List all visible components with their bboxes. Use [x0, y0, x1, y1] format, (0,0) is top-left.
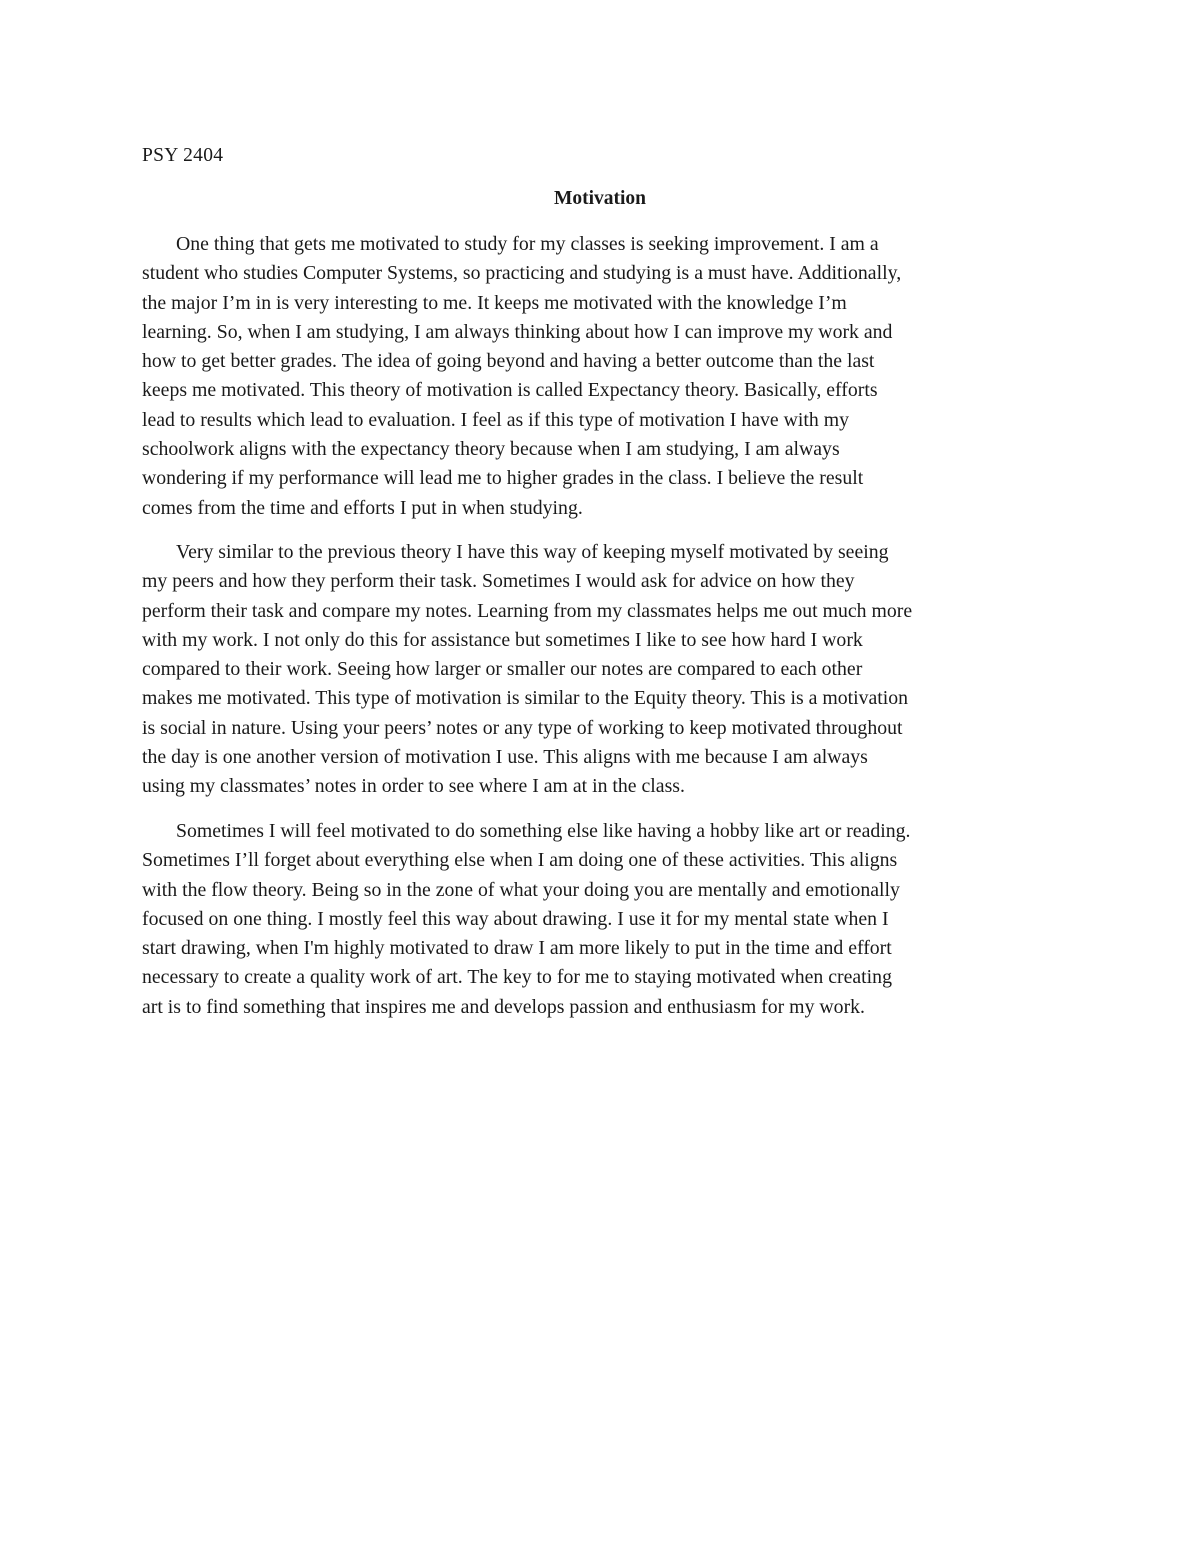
text-line: perform their task and compare my notes. Learning from my classmates helps me out much more: [142, 599, 913, 622]
text-line: comes from the time and efforts I put in when studying.: [142, 496, 583, 519]
document-title: [0, 188, 1100, 210]
text-line: student who studies Computer Systems, so practicing and studying is a must have. Additionally,: [142, 262, 902, 285]
text-line: learning. So, when I am studying, I am always thinking about how I can improve my work and: [142, 320, 893, 343]
text-line: Sometimes I’ll forget about everything else when I am doing one of these activities. This aligns: [142, 849, 898, 872]
text-line: how to get better grades. The idea of going beyond and having a better outcome than the last: [142, 350, 875, 373]
text-line: start drawing, when I'm highly motivated to draw I am more likely to put in the time and effort: [142, 937, 892, 960]
text-line: with the flow theory. Being so in the zone of what your doing you are mentally and emotionally: [142, 878, 900, 901]
text-line: compared to their work. Seeing how larger or smaller our notes are compared to each other: [142, 658, 863, 681]
text-line: with my work. I not only do this for assistance but sometimes I like to see how hard I work: [142, 628, 863, 651]
text-line: One thing that gets me motivated to study for my classes is seeking improvement. I am a: [176, 233, 879, 255]
document-title-text: Motivation: [553, 188, 647, 209]
text-line: necessary to create a quality work of art. The key to for me to staying motivated when creating: [142, 966, 892, 989]
text-line: Very similar to the previous theory I have this way of keeping myself motivated by seeing: [176, 541, 889, 563]
text-line: wondering if my performance will lead me to higher grades in the class. I believe the result: [142, 467, 864, 490]
text-line: the major I’m in is very interesting to me. It keeps me motivated with the knowledge I’m: [142, 291, 847, 314]
text-line: lead to results which lead to evaluation. I feel as if this type of motivation I have with my: [142, 408, 849, 431]
text-line: art is to find something that inspires me and develops passion and enthusiasm for my work.: [142, 995, 866, 1018]
text-line: Sometimes I will feel motivated to do something else like having a hobby like art or reading.: [176, 820, 911, 842]
text-line: using my classmates’ notes in order to see where I am at in the class.: [142, 775, 685, 798]
paragraph-flow-theory: [142, 817, 1072, 1022]
text-line: focused on one thing. I mostly feel this way about drawing. I use it for my mental state when I: [142, 907, 889, 930]
paragraph-expectancy-theory: [142, 230, 1072, 523]
paragraph-equity-theory: [142, 538, 1072, 802]
text-line: makes me motivated. This type of motivation is similar to the Equity theory. This is a motivation: [142, 687, 909, 710]
text-line: schoolwork aligns with the expectancy theory because when I am studying, I am always: [142, 438, 840, 461]
course-code: PSY 2404: [142, 145, 224, 166]
text-line: is social in nature. Using your peers’ notes or any type of working to keep motivated throughout: [142, 716, 903, 739]
text-line: my peers and how they perform their task. Sometimes I would ask for advice on how they: [142, 570, 855, 593]
text-line: the day is one another version of motivation I use. This aligns with me because I am always: [142, 746, 868, 769]
text-line: keeps me motivated. This theory of motivation is called Expectancy theory. Basically, efforts: [142, 379, 878, 402]
